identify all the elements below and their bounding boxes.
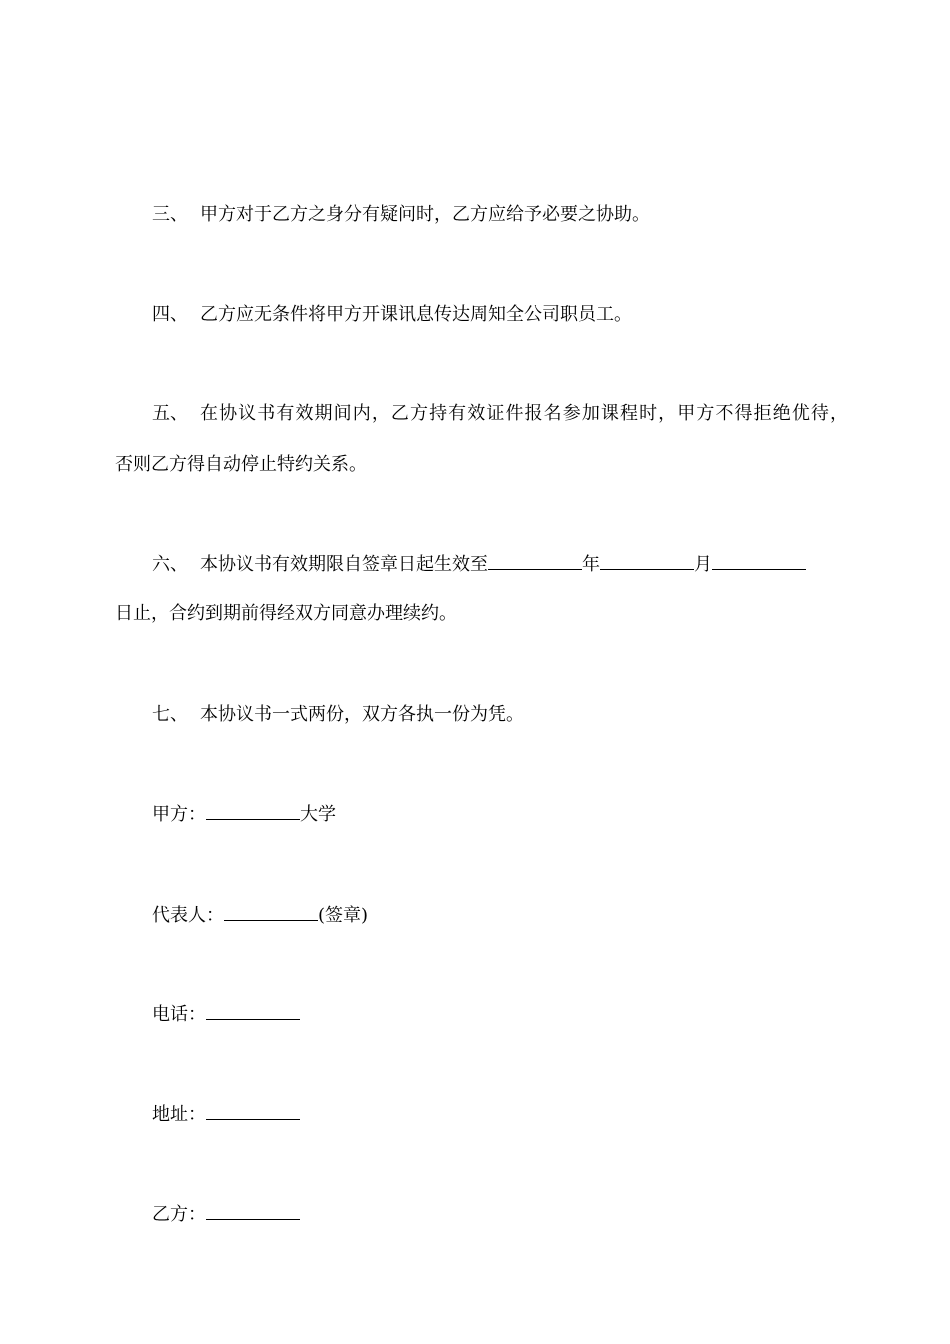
clause-number: 五、: [152, 403, 188, 424]
month-blank[interactable]: [600, 551, 694, 570]
clause-5-continuation: [115, 452, 367, 478]
representative-line: [152, 902, 368, 928]
representative-suffix: (签章): [318, 905, 369, 926]
clause-5: [152, 401, 848, 427]
clause-text: 乙方应无条件将甲方开课讯息传达周知全公司职员工。: [200, 304, 632, 325]
representative-blank[interactable]: [224, 902, 318, 921]
phone-line: [152, 1001, 300, 1027]
party-b-line: [152, 1201, 300, 1227]
clause-4: [152, 302, 632, 328]
address-line: [152, 1101, 300, 1127]
month-label: 月: [694, 554, 712, 575]
clause-number: 七、: [152, 704, 188, 725]
party-a-blank[interactable]: [206, 801, 300, 820]
year-blank[interactable]: [488, 551, 582, 570]
clause-text: 甲方对于乙方之身分有疑问时，乙方应给予必要之协助。: [200, 204, 650, 225]
clause-number: 三、: [152, 204, 188, 225]
phone-label: 电话：: [152, 1004, 206, 1025]
clause-7: [152, 702, 524, 728]
clause-6: [152, 551, 806, 577]
clause-6-continuation: [115, 601, 457, 627]
party-a-label: 甲方：: [152, 804, 206, 825]
clause-3: [152, 202, 650, 228]
year-label: 年: [582, 554, 600, 575]
day-blank[interactable]: [712, 551, 806, 570]
party-b-blank[interactable]: [206, 1201, 300, 1220]
clause-text: 本协议书有效期限自签章日起生效至: [200, 554, 488, 575]
clause-text-continued: 否则乙方得自动停止特约关系。: [115, 454, 367, 475]
party-a-suffix: 大学: [300, 804, 336, 825]
clause-text-continued: 日止，合约到期前得经双方同意办理续约。: [115, 603, 457, 624]
clause-number: 四、: [152, 304, 188, 325]
clause-text: 在协议书有效期间内，乙方持有效证件报名参加课程时，甲方不得拒绝优待，: [200, 403, 848, 424]
party-a-line: [152, 801, 336, 827]
phone-blank[interactable]: [206, 1001, 300, 1020]
clause-text: 本协议书一式两份，双方各执一份为凭。: [200, 704, 524, 725]
address-label: 地址：: [152, 1104, 206, 1125]
address-blank[interactable]: [206, 1101, 300, 1120]
representative-label: 代表人：: [152, 905, 224, 926]
clause-number: 六、: [152, 554, 188, 575]
party-b-label: 乙方：: [152, 1204, 206, 1225]
